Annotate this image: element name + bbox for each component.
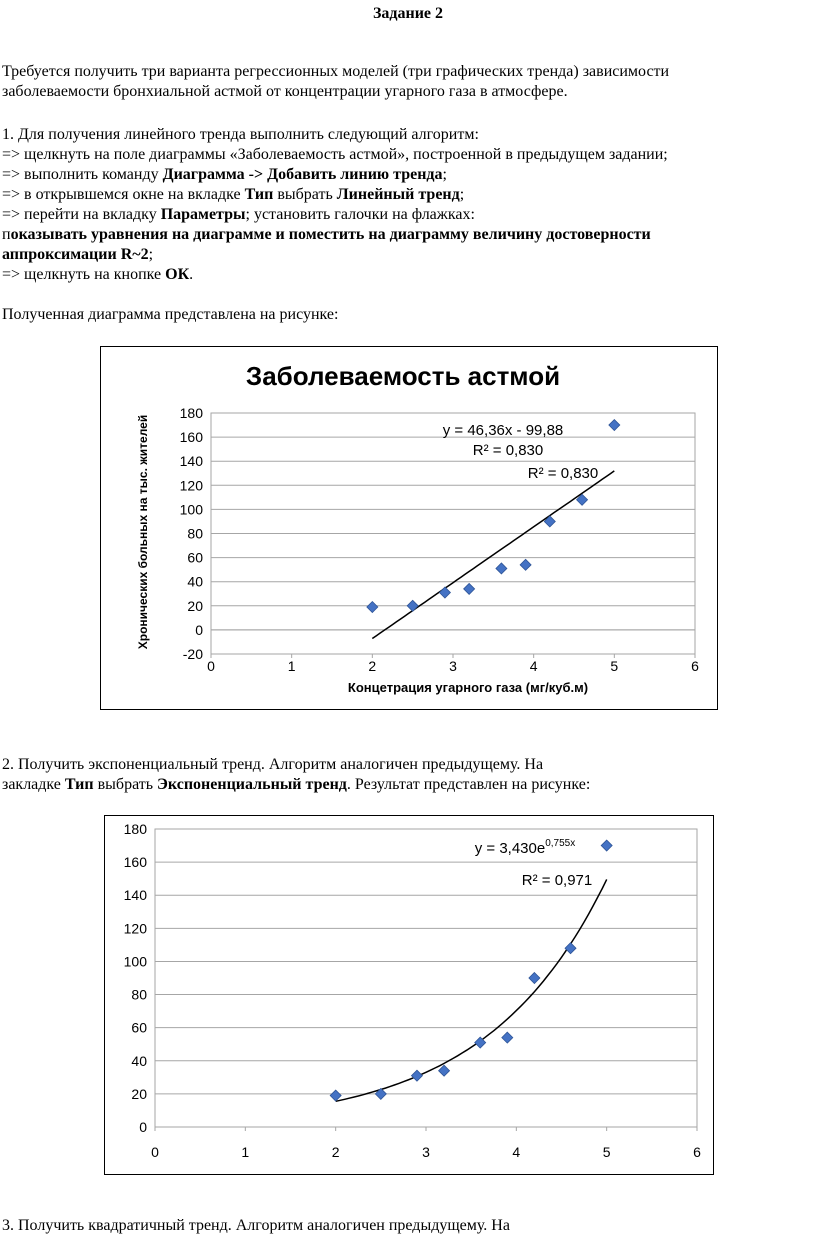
x-tick-label: 1 [241,1144,250,1160]
data-point [367,602,378,613]
intro-paragraph [2,62,792,102]
page-title: Задание 2 [372,5,444,22]
trend-r2-1: R² = 0,830 [472,442,544,459]
data-point [601,840,612,851]
x-tick-label: 2 [368,658,377,674]
step1-line-2: => щелкнуть на поле диаграммы «Заболеваемость астмой», построенной в предыдущем задании; [2,146,668,163]
x-tick-label: 0 [151,1144,159,1160]
data-point [439,1065,450,1076]
y-tick-label: 0 [139,1119,147,1135]
chart-linear [100,346,718,710]
plot-area-frame [155,829,697,1127]
y-tick-label: 180 [123,821,147,837]
x-tick-label: 5 [610,658,619,674]
data-point [502,1032,513,1043]
data-point [407,600,418,611]
trend-line [336,879,607,1101]
y-tick-label: 140 [123,887,147,904]
y-tick-label: 180 [179,405,203,421]
step3-line-1: 3. Получить квадратичный тренд. Алгоритм аналогичен предыдущему. На [2,1217,510,1234]
trend-line [372,471,614,639]
chart-ylabel: Хронических больных на тыс. жителей [136,414,150,650]
x-tick-label: 5 [602,1144,611,1160]
trend-r2-2: R² = 0,830 [527,465,599,482]
intro-line-1: Требуется получить три варианта регрессионных моделей (три графических тренда) зависимости [2,63,670,80]
step1-line-7: аппроксимации R~2; [2,246,154,263]
intro-line-2: заболеваемости бронхиальной астмой от концентрации угарного газа в атмосфере. [2,83,568,100]
chart-exponential-svg [105,816,713,1174]
result1-text: Полученная диаграмма представлена на рисунке: [2,306,339,323]
step1-line-3: => выполнить команду Диаграмма -> Добавить линию тренда; [2,166,447,183]
y-tick-label: 160 [179,429,203,446]
data-point [330,1090,341,1101]
trend-r2-exp: R² = 0,971 [521,872,593,889]
y-tick-label: 20 [187,597,203,614]
x-tick-label: 3 [449,658,457,674]
trend-equation-exp: $y = 3,430e^{0,755x}$ [474,838,576,857]
step1-line-1: 1. Для получения линейного тренда выполнить следующий алгоритм: [2,126,479,143]
y-tick-label: 140 [179,453,203,470]
step2-line-2: закладке Тип выбрать Экспоненциальный тренд. Результат представлен на рисунке: [2,776,591,793]
y-tick-label: 80 [187,525,203,542]
y-tick-label: 120 [179,477,203,494]
x-tick-label: 2 [331,1144,340,1160]
x-tick-label: 1 [287,658,296,674]
x-tick-label: 6 [691,658,699,674]
chart-exponential [104,815,714,1175]
y-tick-label: 160 [123,854,147,871]
data-point [411,1070,422,1081]
y-tick-label: 120 [123,920,147,937]
data-point [496,563,507,574]
y-tick-label: 60 [187,549,203,566]
step1-line-4: => в открывшемся окне на вкладке Тип выбрать Линейный тренд; [2,186,465,203]
y-tick-label: 40 [131,1052,147,1069]
x-tick-label: 4 [529,658,538,674]
chart-title: Заболеваемость астмой [245,361,561,391]
y-tick-label: 100 [123,953,147,970]
data-point [529,973,540,984]
data-point [439,587,450,598]
step3-paragraph [2,1216,792,1236]
y-tick-label: 0 [195,621,203,638]
x-tick-label: 0 [207,658,215,674]
x-tick-label: 6 [693,1144,701,1160]
step1-line-5: => перейти на вкладку Параметры; установить галочки на флажках: [2,206,475,223]
y-tick-label: 80 [131,986,147,1003]
data-point [609,420,620,431]
x-tick-label: 3 [422,1144,430,1160]
x-tick-label: 4 [512,1144,521,1160]
y-tick-label: 60 [131,1019,147,1036]
data-point [565,943,576,954]
chart-xlabel: Концетрация угарного газа (мг/куб.м) [347,680,589,695]
step1-line-8: => щелкнуть на кнопке ОК. [2,266,194,283]
step1-paragraph [2,125,792,285]
step2-paragraph [2,755,792,795]
y-tick-label: 20 [131,1085,147,1102]
chart-linear-svg [101,347,717,709]
y-tick-label: 40 [187,573,203,590]
step1-line-6: показывать уравнения на диаграмме и поместить на диаграмму величину достоверности [2,226,651,243]
y-tick-label: -20 [182,646,203,662]
data-point [464,583,475,594]
trend-equation: y = 46,36x - 99,88 [442,422,564,439]
data-point [520,559,531,570]
step2-line-1: 2. Получить экспоненциальный тренд. Алгоритм аналогичен предыдущему. На [2,756,544,773]
y-tick-label: 100 [179,501,203,518]
